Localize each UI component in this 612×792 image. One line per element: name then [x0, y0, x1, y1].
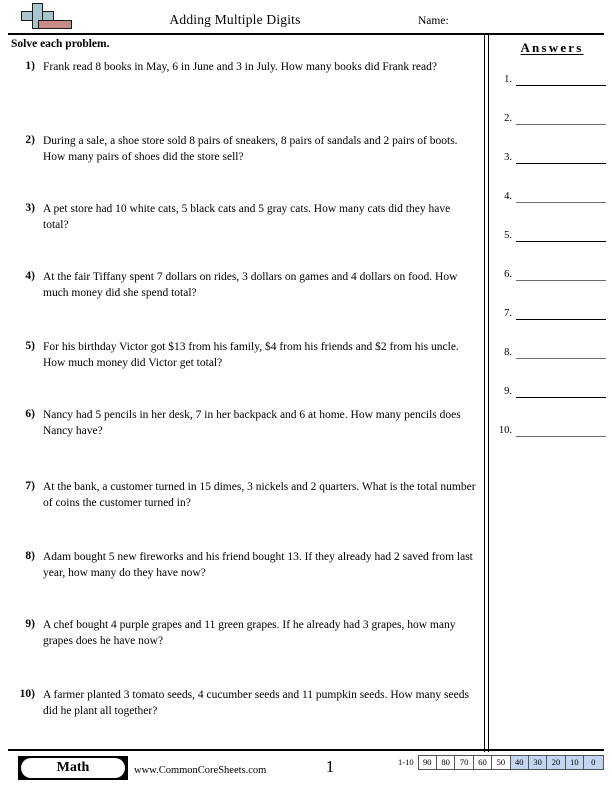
score-box: 0: [584, 756, 602, 769]
problem-item: [11, 270, 476, 335]
header-divider-rule: [8, 33, 604, 35]
problem-number: 7): [25, 480, 35, 492]
problem-item: [11, 480, 476, 545]
problem-item: [11, 134, 476, 199]
score-box: 40: [511, 756, 529, 769]
subject-badge: [18, 756, 128, 780]
answer-blank-line[interactable]: [516, 436, 606, 437]
score-range-label: 1-10: [398, 757, 414, 767]
answers-list: [492, 72, 610, 462]
problem-number: 1): [25, 60, 35, 72]
problem-number: 8): [25, 550, 35, 562]
instruction-text: Solve each problem.: [11, 38, 110, 50]
answer-row[interactable]: [492, 111, 610, 150]
score-box: 70: [455, 756, 473, 769]
problem-item: [11, 408, 476, 473]
problem-item: [11, 550, 476, 615]
answer-number: 5.: [504, 230, 512, 241]
problem-number: 5): [25, 340, 35, 352]
page-header: [0, 0, 612, 34]
problem-text: Adam bought 5 new fireworks and his friend bought 13. If they already had 2 saved from last year, how many do they have now?: [43, 551, 473, 579]
answer-blank-line[interactable]: [516, 319, 606, 320]
problem-text: A pet store had 10 white cats, 5 black cats and 5 gray cats. How many cats did they have total?: [43, 203, 451, 231]
score-box: 90: [419, 756, 437, 769]
problem-number: 6): [25, 408, 35, 420]
score-box: 20: [547, 756, 565, 769]
answer-number: 2.: [504, 113, 512, 124]
answer-number: 1.: [504, 74, 512, 85]
student-name-label: Name:: [418, 15, 449, 27]
problem-item: [11, 60, 476, 125]
answer-blank-line[interactable]: [516, 358, 606, 359]
score-box: 10: [566, 756, 584, 769]
answers-heading: Answers: [520, 40, 584, 55]
answer-row[interactable]: [492, 423, 610, 462]
answer-row[interactable]: [492, 306, 610, 345]
problem-item: [11, 688, 476, 753]
answer-number: 6.: [504, 269, 512, 280]
score-scale: [398, 755, 604, 770]
site-url-text: www.CommonCoreSheets.com: [134, 765, 267, 776]
problem-number: 4): [25, 270, 35, 282]
problem-text: At the bank, a customer turned in 15 dimes, 3 nickels and 2 quarters. What is the total number of coins the customer turned in?: [43, 481, 476, 509]
column-divider: [484, 33, 489, 752]
answer-blank-line[interactable]: [516, 397, 606, 398]
answer-row[interactable]: [492, 72, 610, 111]
answer-blank-line[interactable]: [516, 85, 606, 86]
problem-text: A farmer planted 3 tomato seeds, 4 cucumber seeds and 11 pumpkin seeds. How many seeds did he plant all together?: [43, 689, 469, 717]
page-number: 1: [325, 757, 335, 776]
answer-number: 9.: [504, 386, 512, 397]
problem-number: 10): [19, 688, 35, 700]
problem-text: For his birthday Victor got $13 from his family, $4 from his friends and $2 from his uncle. How much money did Victor get total?: [43, 341, 459, 369]
score-box-row: [418, 755, 604, 770]
answer-number: 3.: [504, 152, 512, 163]
answer-number: 8.: [504, 347, 512, 358]
answer-blank-line[interactable]: [516, 124, 606, 125]
problem-text: A chef bought 4 purple grapes and 11 green grapes. If he already had 3 grapes, how many grapes does he have now?: [43, 619, 456, 647]
problem-item: [11, 202, 476, 267]
score-box: 50: [492, 756, 510, 769]
answer-number: 4.: [504, 191, 512, 202]
footer-divider-rule: [8, 749, 604, 751]
answer-row[interactable]: [492, 150, 610, 189]
problem-text: Frank read 8 books in May, 6 in June and 3 in July. How many books did Frank read?: [43, 61, 437, 73]
answer-row[interactable]: [492, 345, 610, 384]
problem-number: 2): [25, 134, 35, 146]
answer-number: 7.: [504, 308, 512, 319]
problem-text: During a sale, a shoe store sold 8 pairs of sneakers, 8 pairs of sandals and 2 pairs of boots. How many pairs of shoes did the store sell?: [43, 135, 458, 163]
answer-blank-line[interactable]: [516, 163, 606, 164]
score-box: 80: [437, 756, 455, 769]
answer-blank-line[interactable]: [516, 280, 606, 281]
worksheet-title: Adding Multiple Digits: [169, 12, 301, 27]
subject-badge-label: Math: [21, 758, 125, 778]
answer-row[interactable]: [492, 384, 610, 423]
score-box: 60: [474, 756, 492, 769]
answer-row[interactable]: [492, 267, 610, 306]
problem-text: At the fair Tiffany spent 7 dollars on rides, 3 dollars on games and 4 dollars on food. How much money did she spend total?: [43, 271, 458, 299]
answer-row[interactable]: [492, 228, 610, 267]
problem-item: [11, 340, 476, 405]
problem-text: Nancy had 5 pencils in her desk, 7 in her backpack and 6 at home. How many pencils does Nancy have?: [43, 409, 461, 437]
answer-row[interactable]: [492, 189, 610, 228]
problem-number: 9): [25, 618, 35, 630]
problem-number: 3): [25, 202, 35, 214]
answer-number: 10.: [498, 425, 512, 436]
answer-blank-line[interactable]: [516, 202, 606, 203]
problem-item: [11, 618, 476, 683]
score-box: 30: [529, 756, 547, 769]
answer-blank-line[interactable]: [516, 241, 606, 242]
